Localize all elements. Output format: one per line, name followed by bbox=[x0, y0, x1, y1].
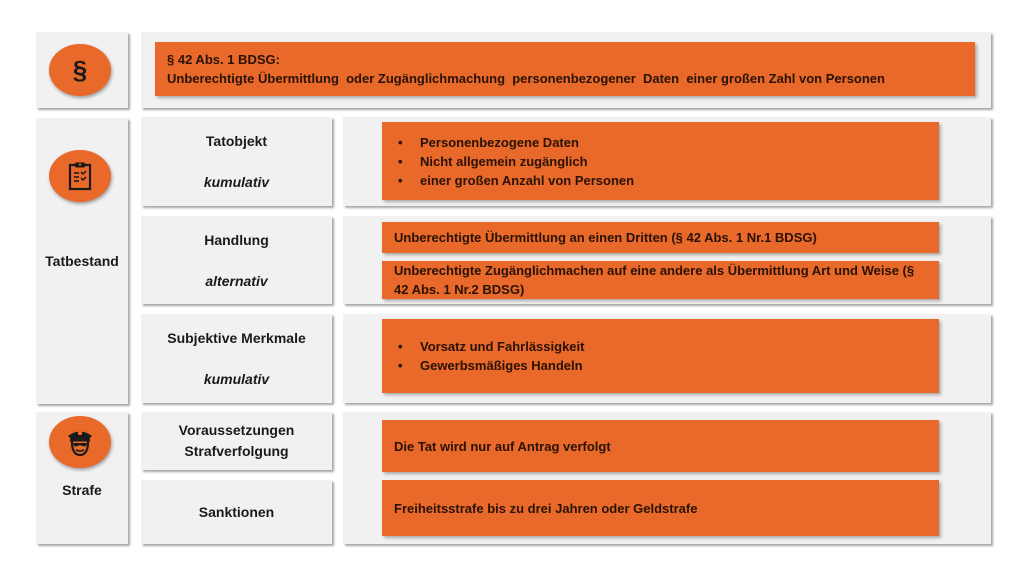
voraussetzungen-label-panel bbox=[141, 412, 332, 470]
header-line-2: Unberechtigte Übermittlung oder Zugänglichmachung personenbezogener Daten einer großen Zahl von Personen bbox=[167, 71, 885, 86]
sanktionen-box: Freiheitsstrafe bis zu drei Jahren oder Geldstrafe bbox=[382, 480, 939, 536]
subjektive-list bbox=[398, 337, 939, 375]
handlung-option-2: Unberechtigte Zugänglichmachen auf eine andere als Übermittlung Art und Weise (§ 42 Abs. 1 Nr.2 BDSG) bbox=[382, 261, 939, 299]
tatobjekt-label-panel bbox=[141, 117, 332, 206]
subjektive-box bbox=[382, 319, 939, 393]
strafe-content-panel bbox=[343, 412, 991, 544]
sanktionen-title: Sanktionen bbox=[198, 504, 275, 520]
strafverfolgung-box: Die Tat wird nur auf Antrag verfolgt bbox=[382, 420, 939, 472]
strafe-panel bbox=[36, 412, 128, 544]
handlung-title: Handlung bbox=[204, 232, 269, 248]
handlung-label-panel bbox=[141, 216, 332, 304]
header-title-box bbox=[155, 42, 975, 96]
handlung-content-panel bbox=[343, 216, 991, 304]
strafe-label: Strafe bbox=[62, 482, 102, 498]
handlung-qualifier: alternativ bbox=[205, 273, 268, 289]
tatbestand-label: Tatbestand bbox=[45, 253, 119, 269]
subjektive-title: Subjektive Merkmale bbox=[167, 330, 306, 346]
police-officer-icon bbox=[49, 416, 111, 468]
tatobjekt-content-panel bbox=[343, 117, 991, 206]
sanktionen-label-panel bbox=[141, 480, 332, 544]
tatobjekt-list bbox=[398, 133, 939, 190]
handlung-option-1: Unberechtigte Übermittlung an einen Dritten (§ 42 Abs. 1 Nr.1 BDSG) bbox=[382, 222, 939, 253]
header-panel bbox=[141, 32, 991, 108]
clipboard-checklist-icon bbox=[49, 150, 111, 202]
list-item: • Vorsatz und Fahrlässigkeit bbox=[398, 337, 939, 356]
tatobjekt-box bbox=[382, 122, 939, 200]
header-line-1: § 42 Abs. 1 BDSG: bbox=[167, 52, 280, 67]
tatbestand-panel bbox=[36, 118, 128, 404]
tatobjekt-title: Tatobjekt bbox=[205, 133, 268, 149]
subjektive-qualifier: kumulativ bbox=[203, 371, 270, 387]
list-item: • Personenbezogene Daten bbox=[398, 133, 939, 152]
list-item: • Nicht allgemein zugänglich bbox=[398, 152, 939, 171]
header-icon-panel bbox=[36, 32, 128, 108]
voraussetzungen-title-line-1: Voraussetzungen bbox=[178, 422, 295, 438]
list-item: • einer großen Anzahl von Personen bbox=[398, 171, 939, 190]
list-item: • Gewerbsmäßiges Handeln bbox=[398, 356, 939, 375]
paragraph-icon: § bbox=[49, 44, 111, 96]
subjektive-content-panel bbox=[343, 314, 991, 403]
voraussetzungen-title-line-2: Strafverfolgung bbox=[184, 443, 289, 459]
subjektive-label-panel bbox=[141, 314, 332, 403]
tatobjekt-qualifier: kumulativ bbox=[203, 174, 270, 190]
